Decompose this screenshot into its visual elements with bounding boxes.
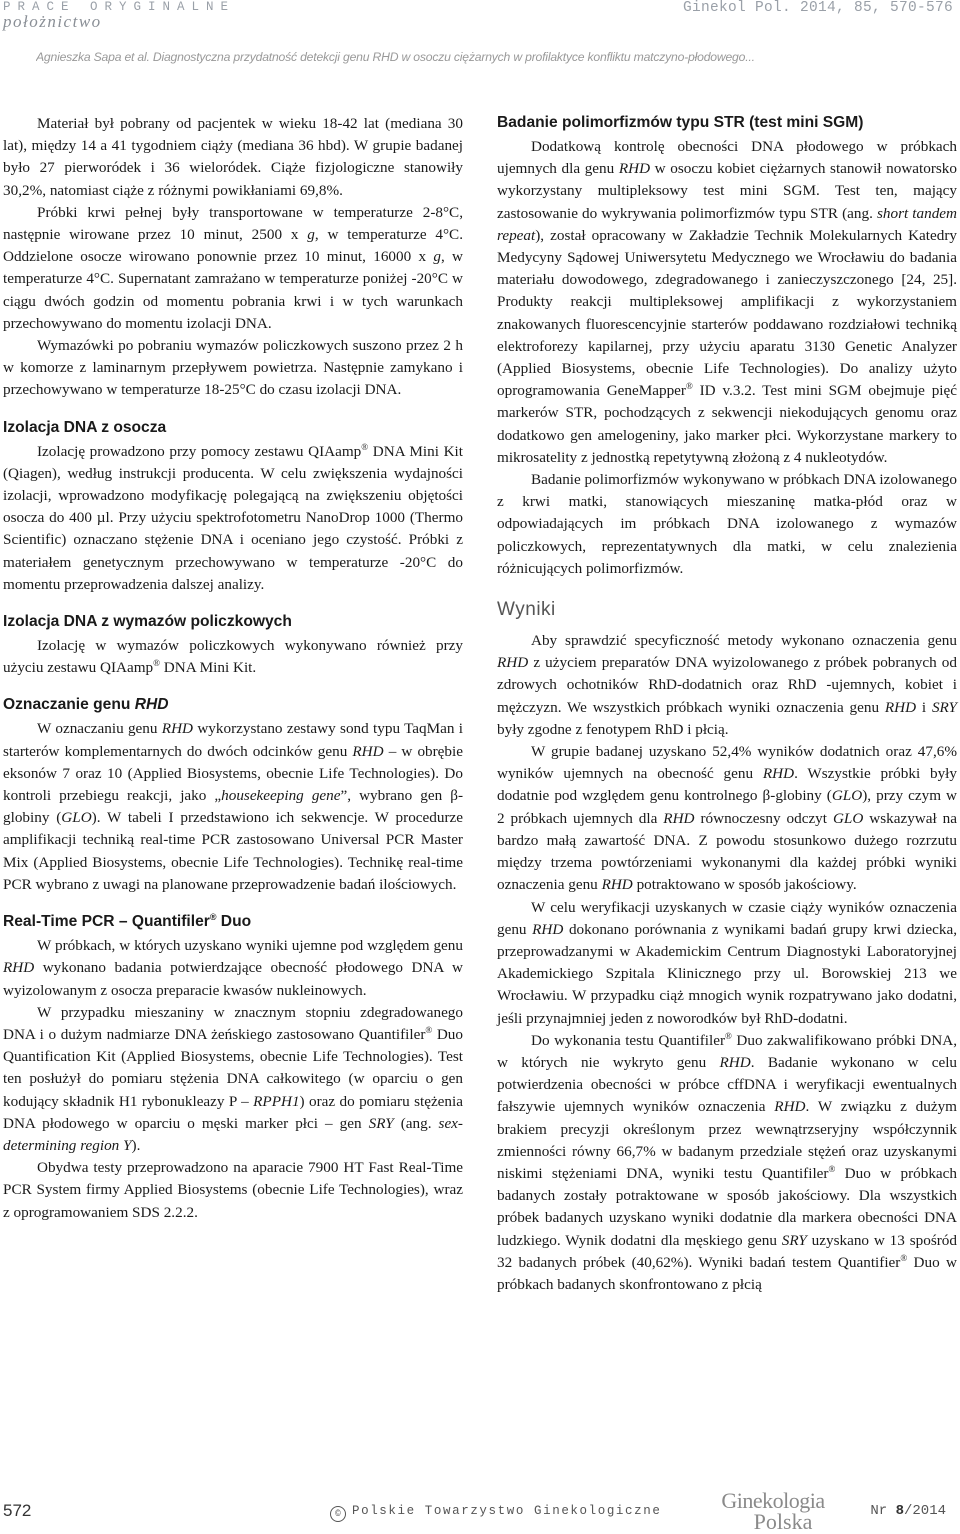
page-number: 572 xyxy=(3,1501,32,1520)
copyright-icon: © xyxy=(330,1506,346,1522)
section-heading-swab-isolation: Izolacja DNA z wymazów policzkowych xyxy=(3,613,292,631)
left-column xyxy=(3,113,463,1224)
paragraph: W grupie badanej uzyskano 52,4% wyników dodatnich oraz 47,6% wyników ujemnych na obecność genu RHD. Wszystkie próbki były dodatnie pod względem genu kontrolnego β-globiny (GLO), przy czym w 2 próbkach ujemnych dla RHD równoczesny odczyt GLO wskazywał na bardzo małą zawartość DNA. Z powodu stosunkowo dużego rozrzutu między trzema powtórzeniami wykonanymi dla każdej próbki wyniki oznaczenia genu RHD potraktowano w sposób jakościowy. xyxy=(497,743,958,894)
paragraph: W przypadku mieszaniny w znacznym stopniu zdegradowanego DNA i o dużym nadmiarze DNA żeńskiego zastosowano Quantifiler® Duo Quantification Kit (Applied Biosystems, obecnie Life Technologies). Test ten posłużył do pomiaru stężenia DNA całkowitego (w oparciu o gen kodujący składnik H1 rybonukleazy P – RPPH1) oraz do pomiaru stężenia DNA płodowego w oparciu o męski marker płci – gen SRY (ang. sex-determining region Y). xyxy=(3,1003,463,1154)
paragraph: Dodatkową kontrolę obecności DNA płodowego w próbkach ujemnych dla genu RHD w osoczu kobiet ciężarnych stanowił nowatorsko wykorzystany multipleksowy test mini SGM. Test ten, mający zastosowanie do wykrywania polimorfizmów typu STR (ang. short tandem repeat), został opracowany w Zakładzie Technik Molekularnych Katedry Medycyny Sądowej Uniwersytetu Medycznego we Wrocławiu do badania materiału dowodowego, zdegradowanego i zanieczyszczonego [24, 25]. Produkty reakcji multipleksowej amplifikacji z wykorzystaniem znakowanych fluorescencyjnie starterów poddawano rozdziałowi techniką elektroforezy kapilarnej, przy użyciu aparatu 3130 Genetic Analyzer (Applied Biosystems, obecnie Life Technologies). Do analizy użyto oprogramowania GeneMapper® ID v.3.2. Test mini SGM obejmuje pięć markerów STR, pochodzących z sekwencji niekodujących genomu oraz dodatkowo gen amelogeniny, jako marker płci. Wykorzystane markery to mikrosatelity z jednostką repetytywną złożoną z 4 nukleotydów. xyxy=(497,138,957,466)
paragraph: W próbkach, w których uzyskano wyniki ujemne pod względem genu RHD wykonano badania potwierdzające obecność płodowego DNA w wyizolowanym z osocza preparacie kwasów nukleinowych. xyxy=(3,937,463,999)
running-title: Agnieszka Sapa et al. Diagnostyczna przydatność detekcji genu RHD w osoczu ciężarnych w profilaktyce konfliktu matczyno-płodowego... xyxy=(36,50,755,64)
section-heading-results: Wyniki xyxy=(497,599,556,621)
paragraph: Izolację w wymazów policzkowych wykonywano również przy użyciu zestawu QIAamp® DNA Mini Kit. xyxy=(3,637,463,677)
paragraph: Badanie polimorfizmów wykonywano w próbkach DNA izolowanego z krwi matki, stanowiących mieszaninę matka-płód oraz w odpowiadających im próbkach DNA izolowanego z wymazów policzkowych, reprezentatywnych dla matki, w celu znalezienia różnicujących polimorfizmów. xyxy=(497,471,957,577)
copyright-notice xyxy=(330,1504,661,1522)
issue-number: Nr 8/2014 xyxy=(870,1503,946,1519)
paragraph: W celu weryfikacji uzyskanych w czasie ciąży wyników oznaczenia genu RHD dokonano porównania z wynikami badań grupy krwi dziecka, przeprowadzanymi w Akademickim Centrum Diagnostyki Laboratoryjnej Akademickiego Szpitala Klinicznego przy ul. Borowskiej 213 we Wrocławiu. W przypadku ciąż mnogich wynik rozpatrywano jako dodatni, jeśli przynajmniej jeden z noworodków był RhD-dodatni. xyxy=(497,898,957,1027)
journal-citation: Ginekol Pol. 2014, 85, 570-576 xyxy=(682,0,953,16)
paragraph: Wymazówki po pobraniu wymazów policzkowych suszono przez 2 h w komorze z laminarnym przepływem powietrza. Następnie zamykano i przechowywano w temperaturze 18-25°C do czasu izolacji DNA. xyxy=(3,337,463,399)
section-heading-plasma-isolation: Izolacja DNA z osocza xyxy=(3,418,167,436)
right-column xyxy=(497,113,957,1296)
paragraph: Materiał był pobrany od pacjentek w wieku 18-42 lat (mediana 30 lat), między 14 a 41 tygodniem ciąży (mediana 36 hbd). W grupie badanej było 27 pierworódek i 36 wieloródek. Ciąże fizjologiczne stanowiły 30,2%, natomiast ciąże z różnymi powikłaniami 69,8%. xyxy=(3,115,463,199)
paragraph: Obydwa testy przeprowadzono na aparacie 7900 HT Fast Real-Time PCR System firmy Applied Biosystems (obecnie Life Technologies), wraz z oprogramowaniem SDS 2.2.2. xyxy=(3,1159,463,1221)
section-heading-str: Badanie polimorfizmów typu STR (test mini SGM) xyxy=(497,114,864,131)
section-heading-realtime-pcr: Real-Time PCR – Quantifiler® Duo xyxy=(3,911,252,931)
journal-logo: Ginekologia Polska xyxy=(721,1488,825,1534)
page-header-left xyxy=(3,0,423,31)
paragraph: Izolację prowadzono przy pomocy zestawu QIAamp® DNA Mini Kit (Qiagen), według instrukcji producenta. W celu zwiększenia wydajności izolacji, wprowadzono modyfikację polegającą na zwiększeniu objętości osocza do 400 µl. Przy użyciu spektrofotometru NanoDrop 1000 (Thermo Scientific) oznaczano stężenie DNA i oceniano jego czystość. Próbki z materiałem genetycznym przechowywano w temperaturze -20°C do momentu przeprowadzenia dalszej analizy. xyxy=(3,441,463,593)
section-heading-rhd: Oznaczanie genu RHD xyxy=(3,696,169,714)
publisher-name: Polskie Towarzystwo Ginekologiczne xyxy=(352,1504,662,1518)
paragraph: Do wykonania testu Quantifiler® Duo zakwalifikowano próbki DNA, w których nie wykryto genu RHD. Badanie wykonano w celu potwierdzenia obecności w próbce cffDNA i weryfikacji ewentualnych fałszywie ujemnych wyników oznaczenia RHD. W związku z dużym brakiem precyzji określonym przez wewnątrzseryjny współczynnik zmienności równy 66,7% w badanym przedziale stężeń oraz uzyskanymi niskimi stężeniami DNA, wyniki testu Quantifiler® Duo w próbkach badanych zostały potraktowane w sposób jakościowy. Dla wszystkich próbek badanych uzyskano wyniki dodatnie dla markera obecności DNA ludzkiego. Wynik dodatni dla męskiego genu SRY uzyskano w 13 spośród 32 badanych próbek (40,62%). Wyniki badań testem Quantifier® Duo w próbkach badanych skonfrontowano z płcią xyxy=(497,1030,958,1293)
article-section-label: położnictwo xyxy=(3,12,102,31)
paragraph: Aby sprawdzić specyficzność metody wykonano oznaczenia genu RHD z użyciem preparatów DNA wyizolowanego z próbek pobranych od zdrowych ochotników RhD-dodatnich oraz RhD -ujemnych, kobiet i mężczyzn. We wszystkich próbkach wyniki oznaczenia genu RHD i SRY były zgodne z fenotypem RhD i płcią. xyxy=(497,632,957,738)
paragraph: W oznaczaniu genu RHD wykorzystano zestawy sond typu TaqMan i starterów komplementarnych do dwóch odcinków genu RHD – w obrębie eksonów 7 oraz 10 (Applied Biosystems, obecnie Life Technologies). Do kontroli przebiegu reakcji, jako „housekeeping gene”, wybrano gen β-globiny (GLO). W tabeli I przedstawiono ich sekwencje. W procedurze amplifikacji techniką real-time PCR zastosowano Universal PCR Master Mix (Applied Biosystems, obecnie Life Technologies). Technikę real-time PCR wybrano z uwagi na planowane przeprowadzenie badań ilościowych. xyxy=(3,720,464,893)
paragraph: Próbki krwi pełnej były transportowane w temperaturze 2-8°C, następnie wirowane przez 10 minut, 2500 x g, w temperaturze 4°C. Oddzielone osocze wirowano ponownie przez 10 minut, 16000 x g, w temperaturze 4°C. Supernatant zamrażano w temperaturze poniżej -20°C w ciągu dwóch godzin od momentu pobrania krwi i w tych warunkach przechowywano do momentu izolacji DNA. xyxy=(3,203,463,332)
article-series-label: PRACE ORYGINALNE xyxy=(3,0,236,14)
page-footer xyxy=(0,1486,960,1533)
